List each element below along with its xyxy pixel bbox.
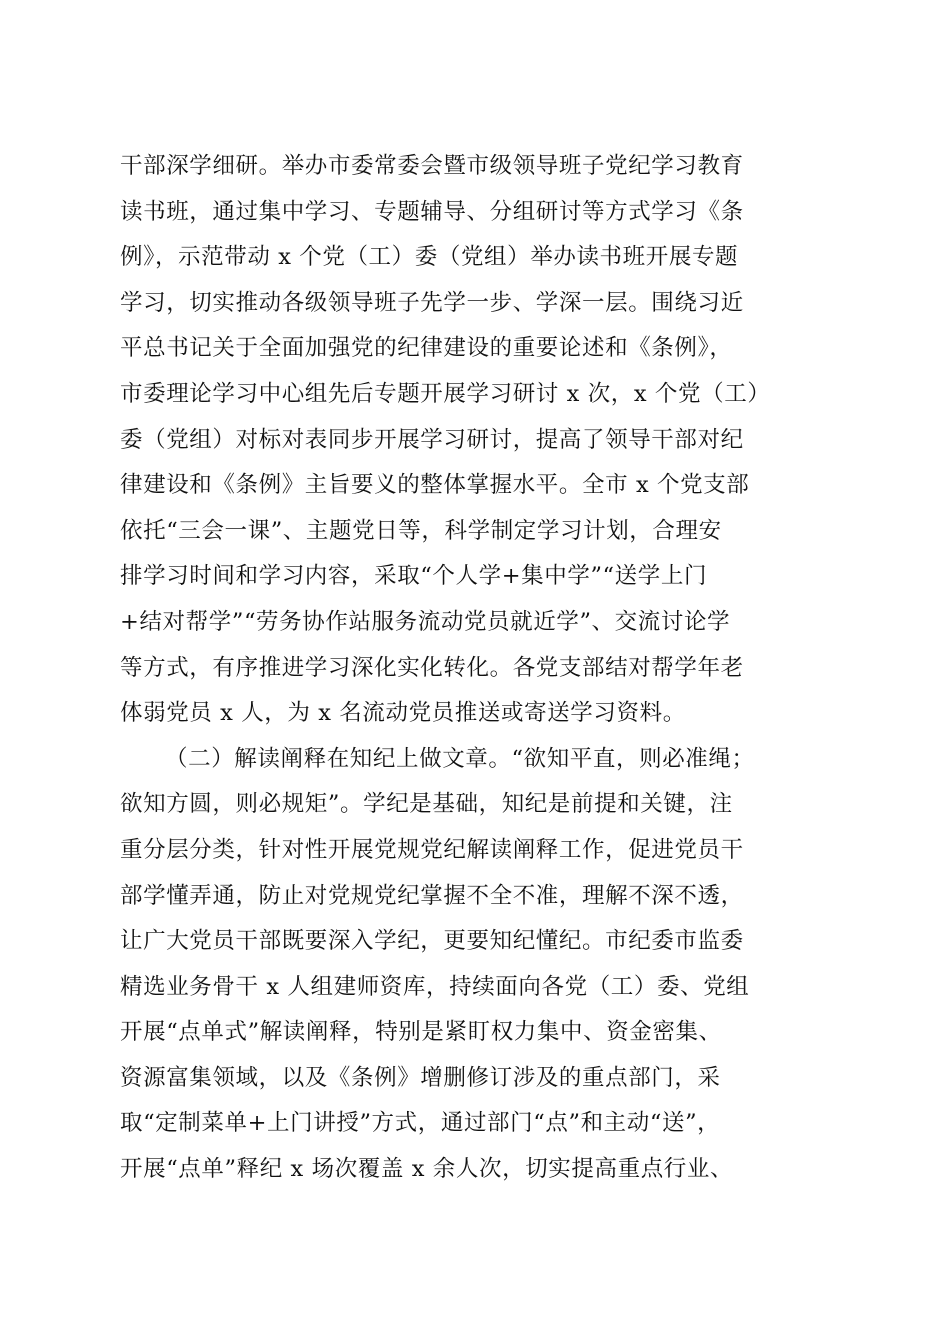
text-line: 开展“点单式”解读阐释，特别是紧盯权力集中、资金密集、 <box>120 1019 722 1046</box>
text-line: 依托“三会一课”、主题党日等，科学制定学习计划，合理安 <box>120 517 722 544</box>
text-line: 体弱党员 x 人，为 x 名流动党员推送或寄送学习资料。 <box>120 700 686 727</box>
text-line: 排学习时间和学习内容，采取“个人学+集中学”“送学上门 <box>120 563 708 590</box>
text-line: 平总书记关于全面加强党的纪律建设的重要论述和《条例》， <box>120 335 733 362</box>
document-body <box>120 144 832 1193</box>
text-line: 市委理论学习中心组先后专题开展学习研讨 x 次，x 个党（工） <box>120 380 771 407</box>
text-line: 例》，示范带动 x 个党（工）委（党组）举办读书班开展专题 <box>120 244 739 271</box>
text-line: 资源富集领域，以及《条例》增删修订涉及的重点部门，采 <box>120 1064 721 1091</box>
text-line: 委（党组）对标对表同步开展学习研讨，提高了领导干部对纪 <box>120 426 744 453</box>
text-line: 读书班，通过集中学习、专题辅导、分组研讨等方式学习《条 <box>120 198 744 225</box>
text-line: 开展“点单”释纪 x 场次覆盖 x 余人次，切实提高重点行业、 <box>120 1156 734 1183</box>
text-line: 律建设和《条例》主旨要义的整体掌握水平。全市 x 个党支部 <box>120 472 750 499</box>
text-line: 重分层分类，针对性开展党规党纪解读阐释工作，促进党员干 <box>120 836 744 863</box>
text-line: +结对帮学”“劳务协作站服务流动党员就近学”、交流讨论学 <box>120 608 731 635</box>
text-line: 让广大党员干部既要深入学纪，更要知纪懂纪。市纪委市监委 <box>120 928 744 955</box>
text-line: 学习，切实推动各级领导班子先学一步、学深一层。围绕习近 <box>120 289 744 316</box>
text-line: 干部深学细研。举办市委常委会暨市级领导班子党纪学习教育 <box>120 153 744 179</box>
text-line: 精选业务骨干 x 人组建师资库，持续面向各党（工）委、党组 <box>120 973 750 1000</box>
text-line: 取“定制菜单+上门讲授”方式，通过部门“点”和主动“送”， <box>120 1110 721 1137</box>
text-line: 欲知方圆，则必规矩”。学纪是基础，知纪是前提和关键，注 <box>120 791 733 818</box>
section-heading-line: （二）解读阐释在知纪上做文章。“欲知平直，则必准绳； <box>165 745 755 772</box>
text-line: 等方式，有序推进学习深化实化转化。各党支部结对帮学年老 <box>120 654 744 681</box>
text-line: 部学懂弄通，防止对党规党纪掌握不全不准，理解不深不透， <box>120 882 744 909</box>
